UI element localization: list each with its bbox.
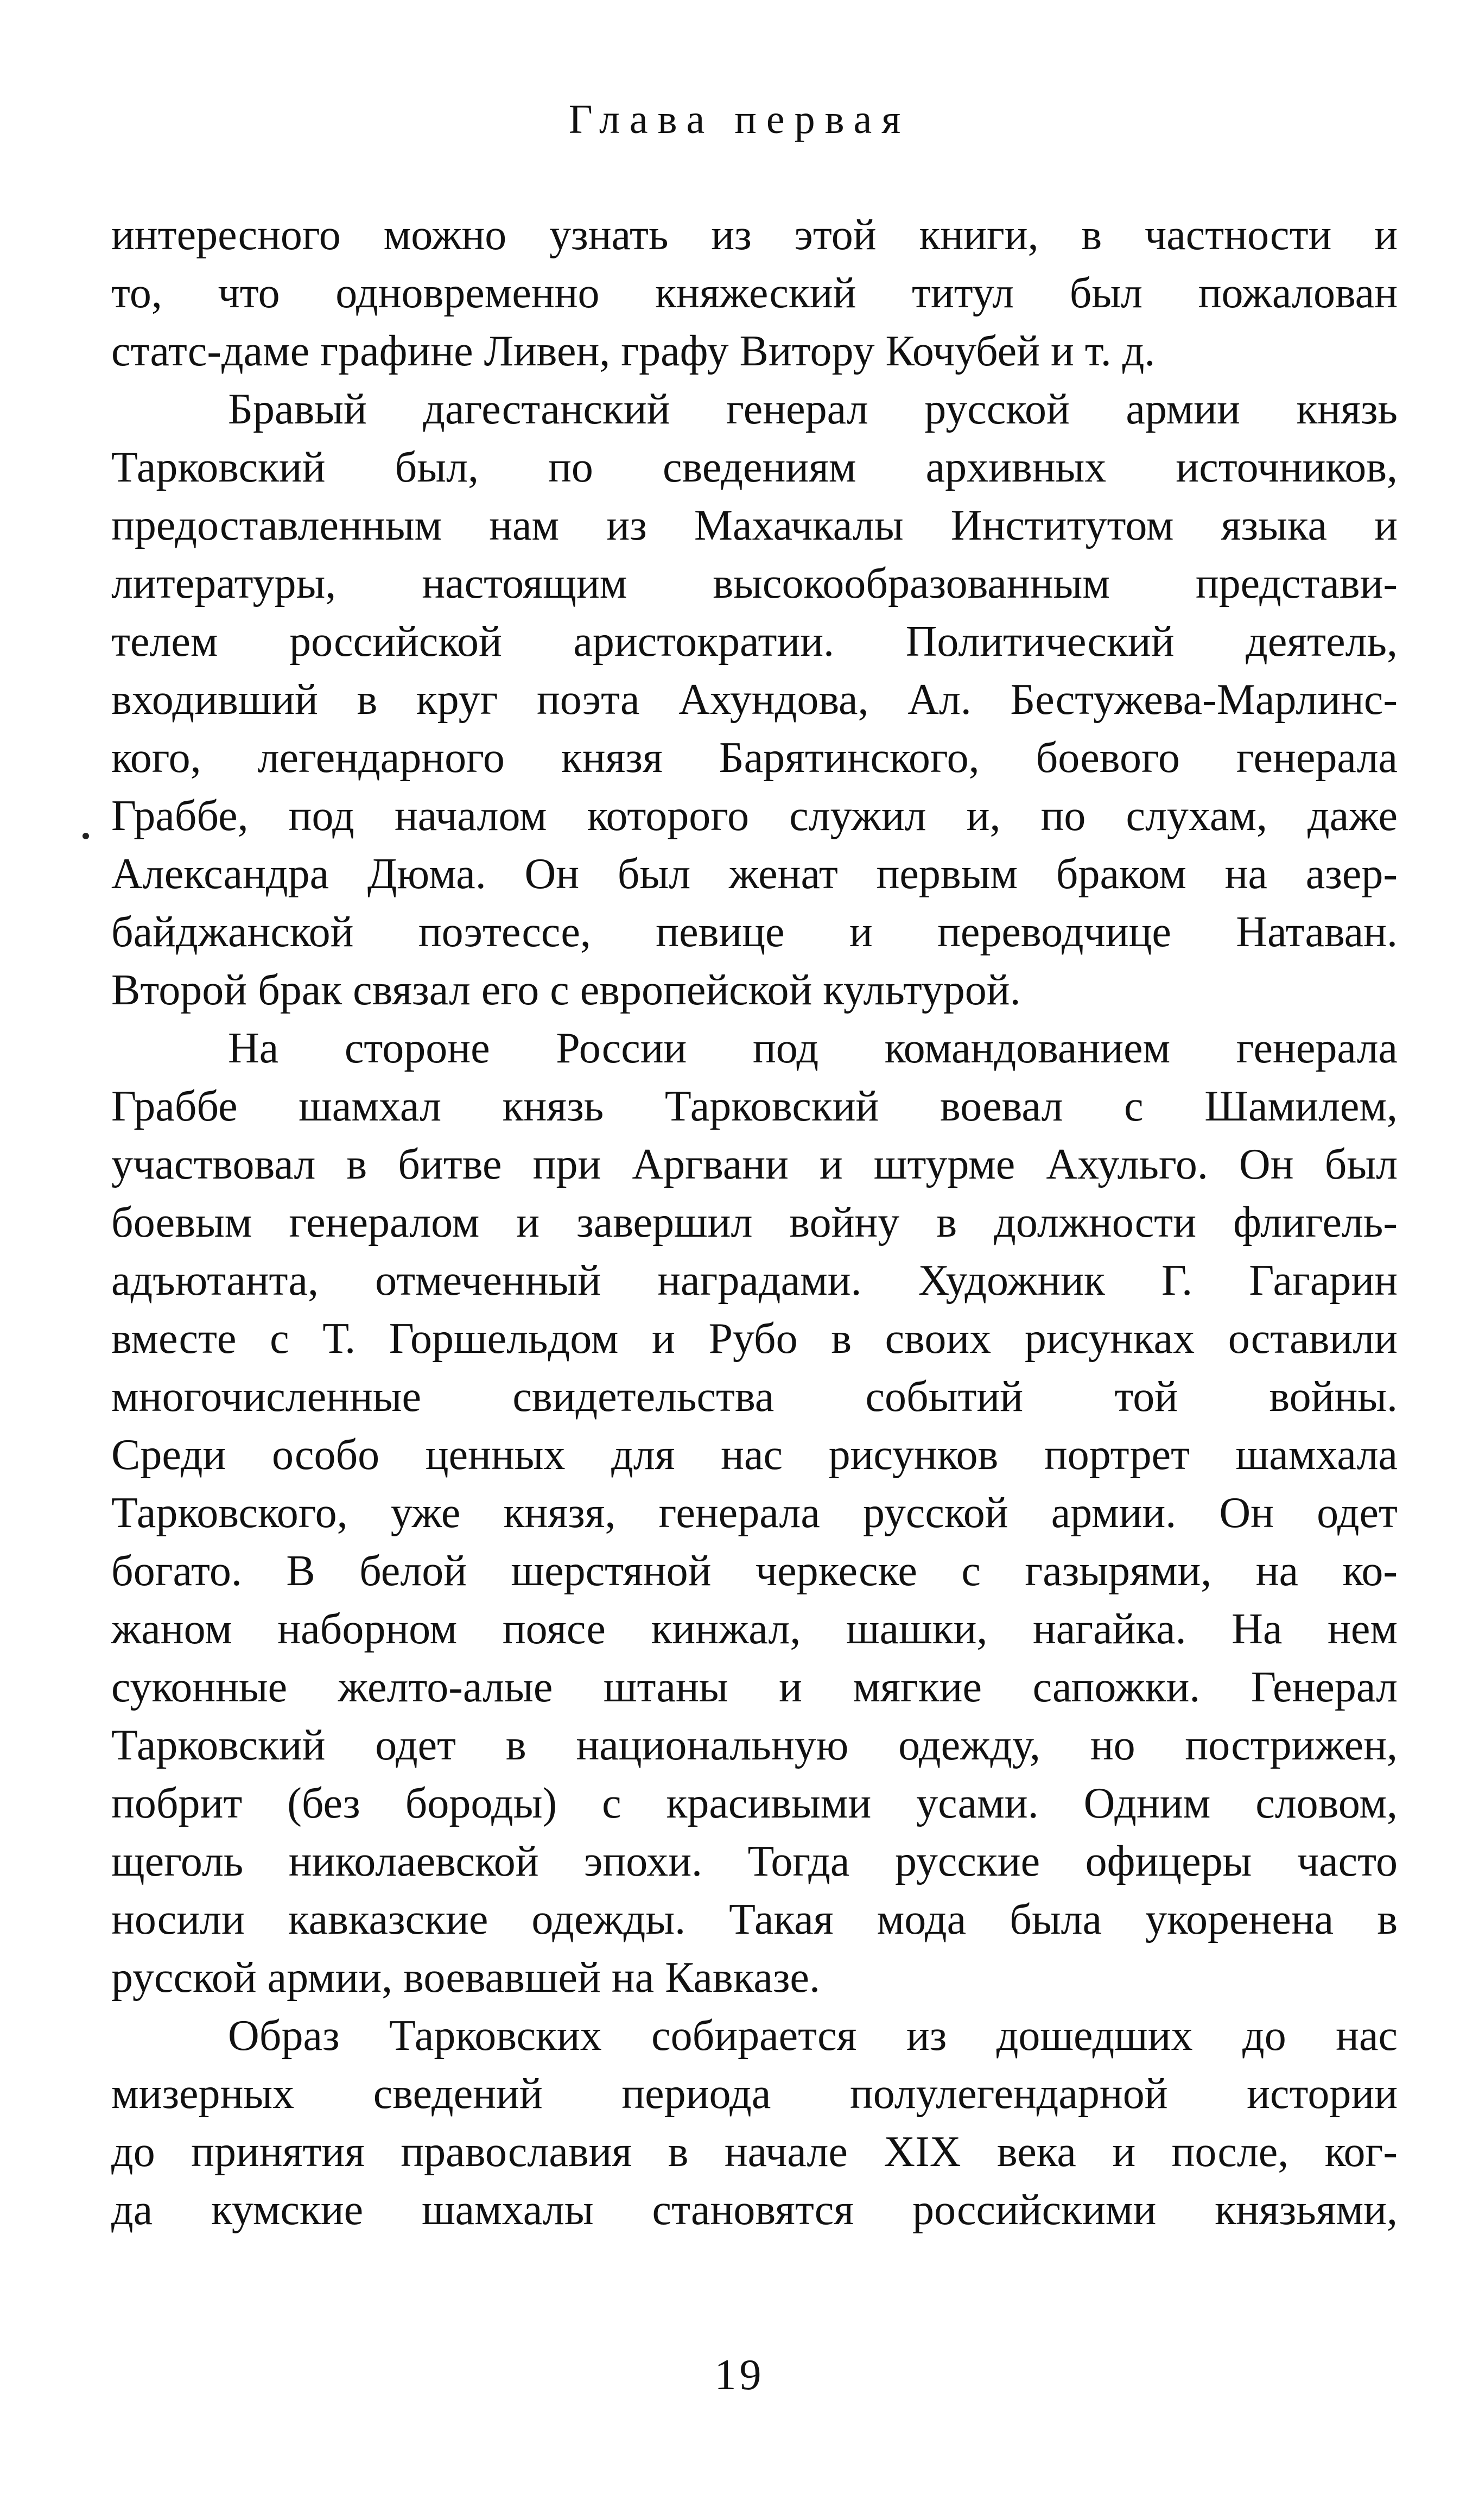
- paragraph: [111, 2007, 1398, 2239]
- text-line: до принятия православия в начале XIX века и после, ког-: [111, 2128, 1398, 2176]
- text-line: Бравый дагестанский генерал русской армии князь: [228, 385, 1398, 433]
- page-number: 19: [714, 2351, 765, 2399]
- text-line: Граббе, под началом которого служил и, по слухам, даже: [111, 792, 1398, 840]
- text-line: Второй брак связал его с европейской культурой.: [111, 966, 1021, 1014]
- paragraph: [111, 1020, 1398, 2007]
- text-line: предоставленным нам из Махачкалы Институтом языка и: [111, 502, 1398, 549]
- text-line: Тарковского, уже князя, генерала русской армии. Он одет: [111, 1489, 1398, 1537]
- text-line: жаном наборном поясе кинжал, шашки, нагайка. На нем: [111, 1605, 1398, 1653]
- text-line: суконные желто-алые штаны и мягкие сапожки. Генерал: [111, 1663, 1398, 1711]
- running-head: Глава первая: [568, 97, 911, 142]
- text-line: богато. В белой шерстяной черкеске с газырями, на ко-: [111, 1547, 1398, 1595]
- text-line: входивший в круг поэта Ахундова, Ал. Бестужева-Марлинс-: [111, 676, 1398, 724]
- text-line: байджанской поэтессе, певице и переводчице Натаван.: [111, 908, 1398, 956]
- paragraph: [111, 206, 1398, 381]
- text-line: На стороне России под командованием генерала: [228, 1024, 1398, 1072]
- text-line: носили кавказские одежды. Такая мода была укоренена в: [111, 1896, 1398, 1943]
- paragraph: [111, 381, 1398, 1020]
- text-line: мизерных сведений периода полулегендарной истории: [111, 2070, 1398, 2118]
- text-line: Среди особо ценных для нас рисунков портрет шамхала: [111, 1431, 1398, 1479]
- text-line: вместе с Т. Горшельдом и Рубо в своих рисунках оставили: [111, 1315, 1398, 1363]
- text-line: статс-даме графине Ливен, графу Витору Кочубей и т. д.: [111, 327, 1156, 375]
- body-text: [111, 206, 1398, 2239]
- text-line: да кумские шамхалы становятся российскими князьями,: [111, 2186, 1398, 2234]
- text-line: Александра Дюма. Он был женат первым браком на азер-: [111, 850, 1398, 898]
- text-line: Граббе шамхал князь Тарковский воевал с Шамилем,: [111, 1082, 1398, 1130]
- text-line: побрит (без бороды) с красивыми усами. Одним словом,: [111, 1780, 1398, 1827]
- text-line: то, что одновременно княжеский титул был пожалован: [111, 269, 1398, 317]
- text-line: многочисленные свидетельства событий той войны.: [111, 1373, 1398, 1421]
- text-line: Образ Тарковских собирается из дошедших до нас: [228, 2012, 1398, 2060]
- text-line: кого, легендарного князя Барятинского, боевого генерала: [111, 734, 1398, 782]
- text-line: Тарковский одет в национальную одежду, но пострижен,: [111, 1721, 1398, 1769]
- text-line: адъютанта, отмеченный наградами. Художник Г. Гагарин: [111, 1257, 1398, 1305]
- text-line: русской армии, воевавшей на Кавказе.: [111, 1954, 820, 2002]
- text-line: Тарковский был, по сведениям архивных источников,: [111, 444, 1398, 491]
- text-line: литературы, настоящим высокообразованным представи-: [111, 560, 1398, 607]
- text-line: щеголь николаевской эпохи. Тогда русские офицеры часто: [111, 1838, 1398, 1885]
- text-line: боевым генералом и завершил войну в должности флигель-: [111, 1199, 1398, 1246]
- text-line: телем российской аристократии. Политический деятель,: [111, 618, 1398, 666]
- margin-mark: [82, 833, 89, 839]
- text-line: участвовал в битве при Аргвани и штурме Ахульго. Он был: [111, 1141, 1398, 1188]
- text-line: интересного можно узнать из этой книги, в частности и: [111, 211, 1398, 259]
